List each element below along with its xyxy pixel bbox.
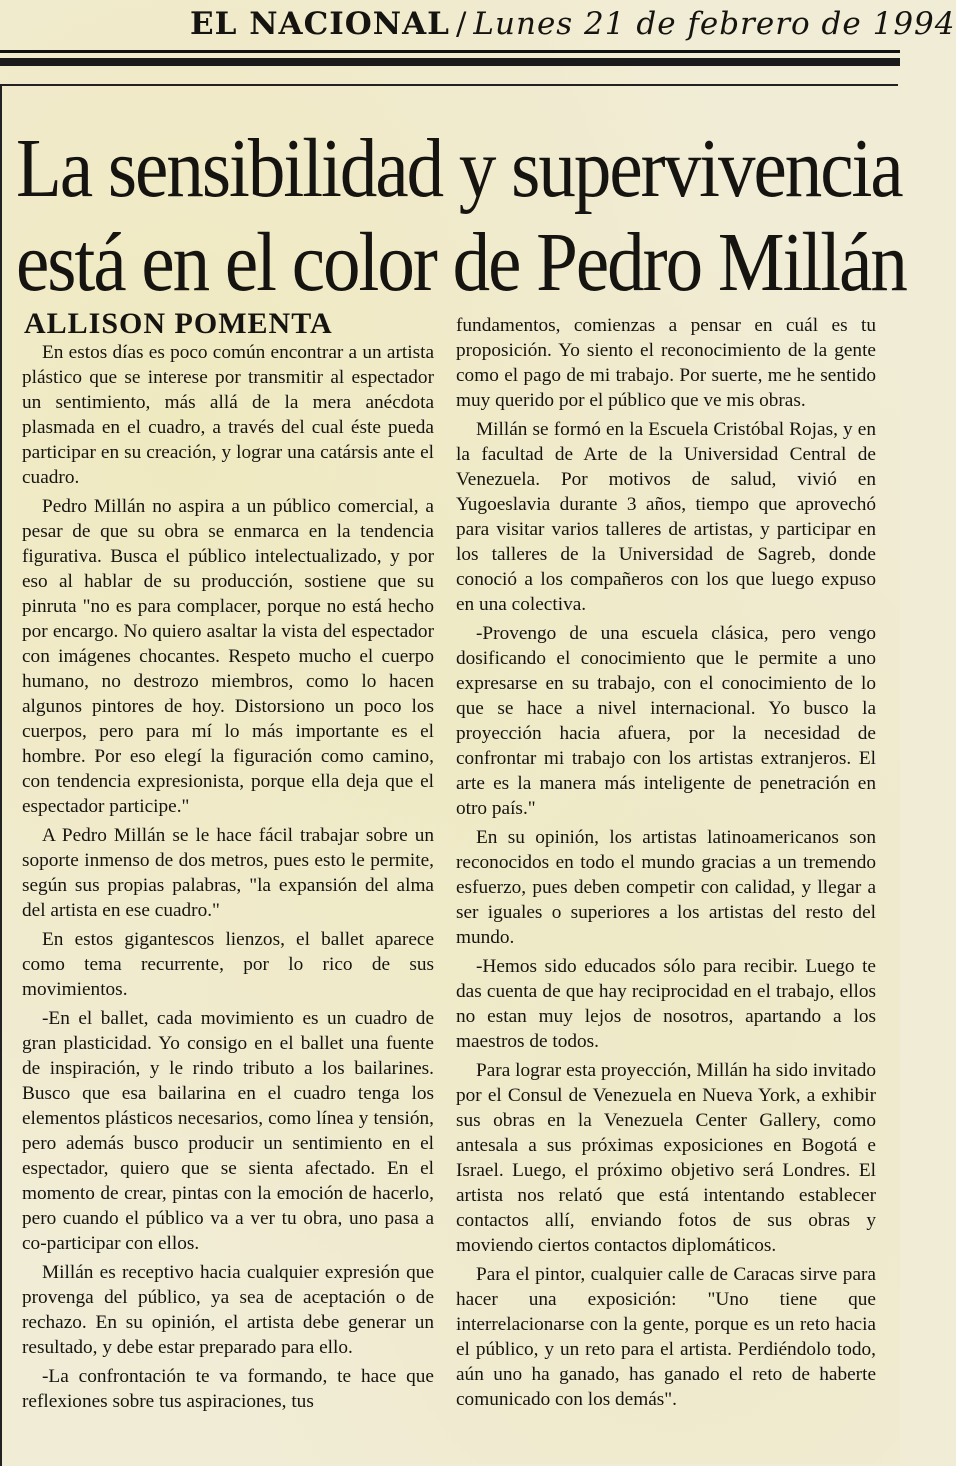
header-rule	[0, 58, 900, 66]
paragraph: En estos días es poco común encontrar a un artista plástico que se interese por transmitir al espectador un sentimiento, más allá de la mera anécdota plasmada en el cuadro, a través del cual éste pueda participar en su creación, y lograr una catársis ante el cuadro.	[22, 342, 434, 488]
paragraph: Millán es receptivo hacia cualquier expresión que provenga del público, ya sea de aceptación o de rechazo. En su opinión, el artista debe generar un resultado, y debe estar preparado para ello.	[22, 1262, 434, 1358]
article-byline: ALLISON POMENTA	[24, 307, 333, 340]
paragraph: Para lograr esta proyección, Millán ha sido invitado por el Consul de Venezuela en Nueva York, a exhibir sus obras en la Venezuela Center Gallery, como antesala a sus próximas exposiciones en Bogotá e Israel. Luego, el próximo objetivo será Londres. El artista nos relató que está intentando establecer contactos allí, enviando fotos de sus obras y moviendo ciertos contactos diplomáticos.	[456, 1060, 876, 1256]
newspaper-header	[0, 0, 956, 53]
paragraph-continuation: fundamentos, comienzas a pensar en cuál es tu proposición. Yo siento el reconocimiento de la gente como el pago de mi trabajo. Por suerte, me he sentido muy querido por el público que ve mis obras.	[456, 315, 876, 411]
paragraph: Millán se formó en la Escuela Cristóbal Rojas, y en la facultad de Arte de la Universidad Central de Venezuela. Por motivos de salud, vivió en Yugoeslavia durante 3 años, tiempo que aprovechó para visitar varios talleres de artistas, y participar en los talleres de la Universidad de Sagreb, donde conoció a los compañeros con los que luego expuso en una colectiva.	[456, 419, 876, 615]
paragraph: Para el pintor, cualquier calle de Caracas sirve para hacer una exposición: "Uno tiene que interrelacionarse con la gente, porque es un reto hacia el público, y un reto para el artista. Perdiéndolo todo, aún uno ha ganado, has ganado el reto de haberte comunicado con los demás".	[456, 1264, 876, 1410]
paragraph: Pedro Millán no aspira a un público comercial, a pesar de que su obra se enmarca en la tendencia figurativa. Busca el público intelectualizado, y por eso al hablar de su producción, sostiene que su pinruta "no es para complacer, porque no está hecho por encargo. No quiero asaltar la vista del espectador con imágenes chocantes. Respeto mucho el cuerpo humano, no destrozo miembros, como lo hacen algunos pintores de hoy. Distorsiono un poco los cuerpos, pero para mí lo más importante es el hombre. Por eso elegí la figuración como camino, con tendencia expresionista, porque ella deja que el espectador participe."	[22, 496, 434, 817]
newspaper-name: EL NACIONAL	[190, 6, 450, 42]
paragraph: -Hemos sido educados sólo para recibir. Luego te das cuenta de que hay reciprocidad en el trabajo, ellos no estan muy lejos de nosotros, apartando a los maestros de todos.	[456, 956, 876, 1052]
headline-line-1: La sensibilidad y supervivencia	[16, 122, 902, 215]
publication-date: Lunes 21 de febrero de 1994	[473, 6, 956, 42]
headline-line-2: está en el color de Pedro Millán	[16, 216, 906, 310]
masthead-separator: /	[455, 6, 468, 42]
paragraph: En su opinión, los artistas latinoamericanos son reconocidos en todo el mundo gracias a un tremendo esfuerzo, pues deben competir con calidad, y llegar a ser iguales o superiores a los artistas del resto del mundo.	[456, 827, 876, 948]
paragraph: En estos gigantescos lienzos, el ballet aparece como tema recurrente, por lo rico de sus movimientos.	[22, 929, 434, 1000]
article-column-2	[456, 313, 876, 1416]
masthead	[190, 6, 956, 42]
paragraph: -Provengo de una escuela clásica, pero vengo dosificando el conocimiento que le permite a uno expresarse en su trabajo, con el conocimiento de lo que se hace a nivel internacional. Yo busco la proyección hacia afuera, por la necesidad de confrontar mi trabajo con los artistas extranjeros. El arte es la manera más inteligente de penetración en otro país."	[456, 623, 876, 819]
paragraph: A Pedro Millán se le hace fácil trabajar sobre un soporte inmenso de dos metros, pues esto le permite, según sus propias palabras, "la expansión del alma del artista en ese cuadro."	[22, 825, 434, 921]
article-column-1	[22, 340, 434, 1418]
paragraph: -En el ballet, cada movimiento es un cuadro de gran plasticidad. Yo consigo en el ballet una fuente de inspiración, y le rindo tributo a los bailarines. Busco que esa bailarina en el cuadro tenga los elementos plásticos necesarios, como línea y tensión, pero además busco producir un sentimiento en el espectador, quiero que se sienta afectado. En el momento de crear, pintas con la emoción de hacerlo, pero cuando el público va a ver tu obra, uno pasa a co-participar con ellos.	[22, 1008, 434, 1254]
article-headline	[16, 122, 906, 310]
paragraph: -La confrontación te va formando, te hace que reflexiones sobre tus aspiraciones, tus	[22, 1366, 434, 1412]
